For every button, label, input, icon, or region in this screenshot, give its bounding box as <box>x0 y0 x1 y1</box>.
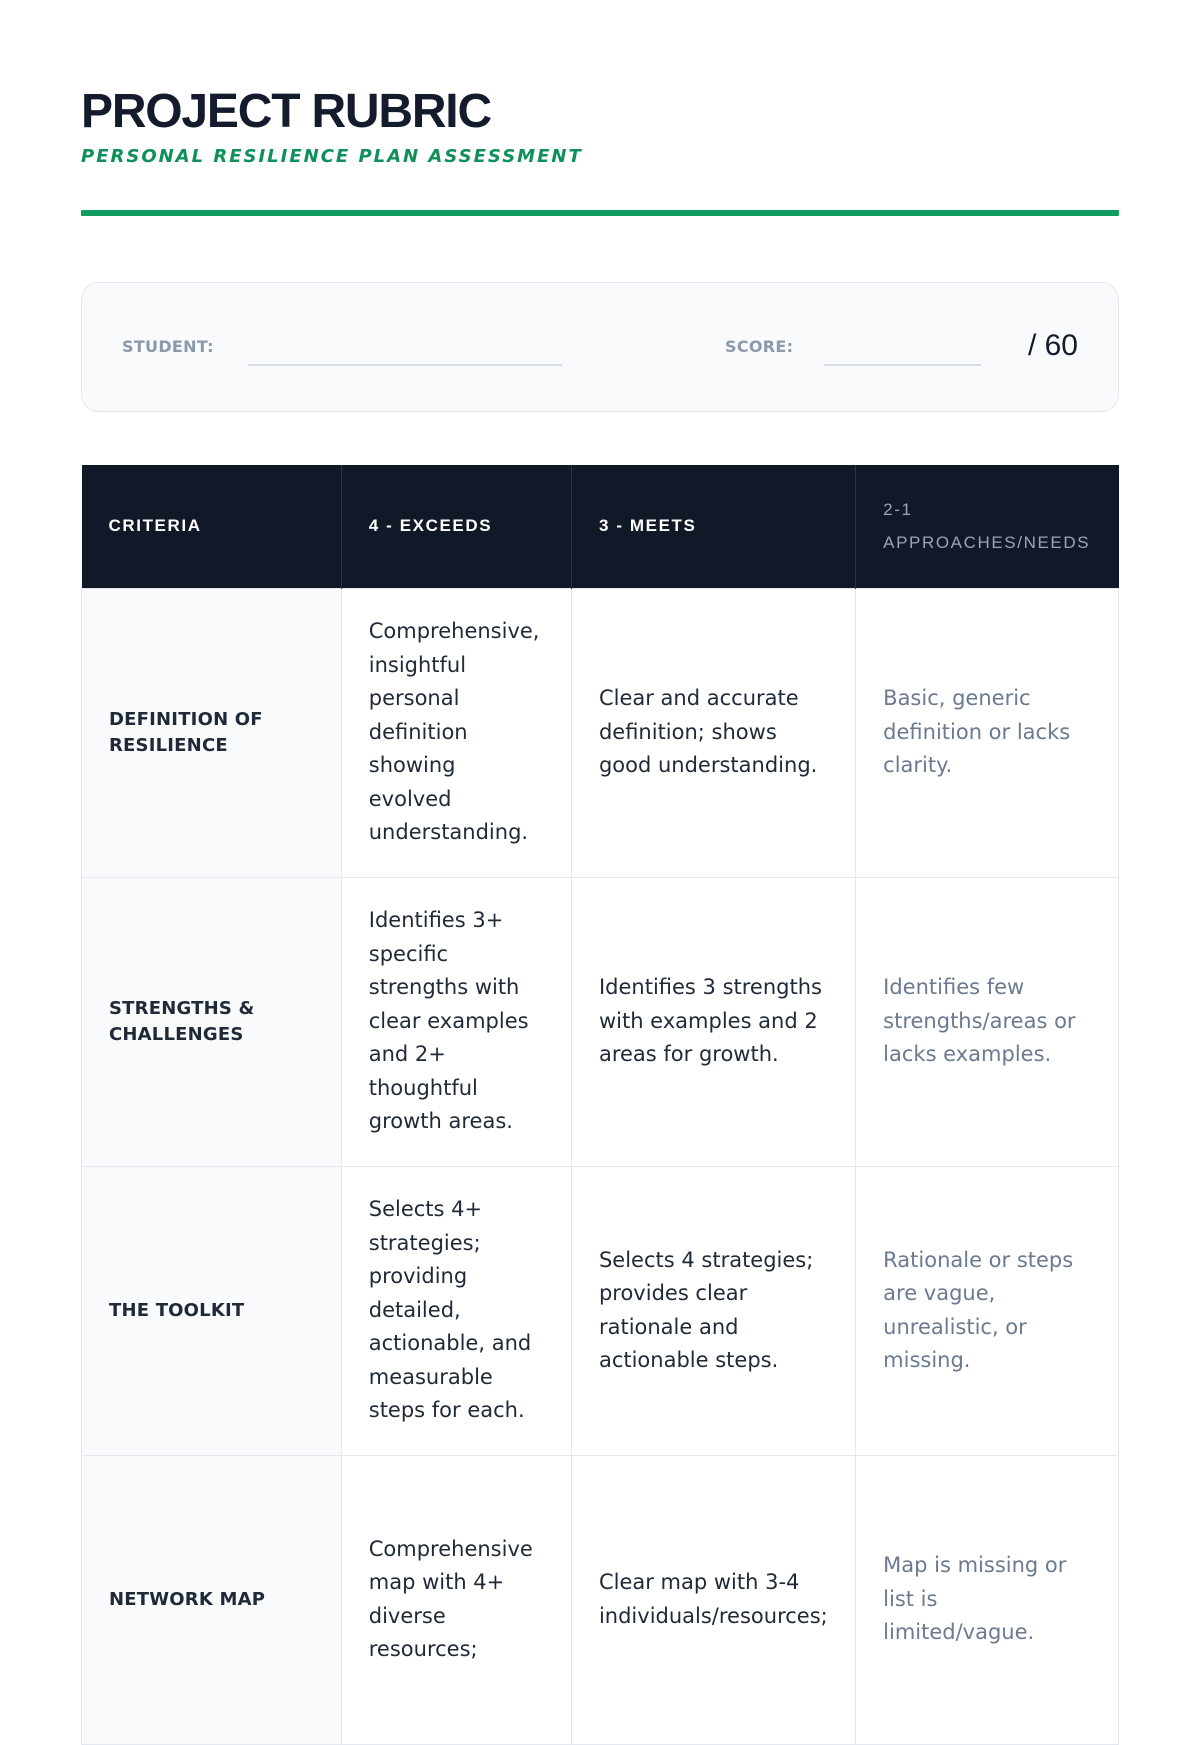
table-row <box>82 588 1119 877</box>
approaches-cell: Rationale or steps are vague, unrealistic, or missing. <box>856 1166 1119 1455</box>
score-field[interactable] <box>824 364 981 366</box>
header-divider <box>81 210 1119 216</box>
table-row <box>82 1166 1119 1455</box>
meets-cell: Clear and accurate definition; shows good understanding. <box>571 588 855 877</box>
meets-cell: Clear map with 3-4 individuals/resources; <box>571 1455 855 1744</box>
approaches-cell: Identifies few strengths/areas or lacks examples. <box>856 877 1119 1166</box>
exceeds-cell: Selects 4+ strategies; providing detailed, actionable, and measurable steps for each. <box>341 1166 571 1455</box>
student-name-field[interactable] <box>248 364 562 366</box>
approaches-cell: Basic, generic definition or lacks clarity. <box>856 588 1119 877</box>
table-row <box>82 1455 1119 1744</box>
column-header-meets: 3 - MEETS <box>571 465 855 588</box>
column-header-approaches: 2-1 APPROACHES/NEEDS <box>856 465 1119 588</box>
page-title: PROJECT RUBRIC <box>81 85 491 138</box>
criteria-cell: DEFINITION OF RESILIENCE <box>82 588 342 877</box>
table-header-row <box>82 465 1119 588</box>
criteria-cell: NETWORK MAP <box>82 1455 342 1744</box>
page-subtitle: PERSONAL RESILIENCE PLAN ASSESSMENT <box>81 146 583 167</box>
criteria-cell: THE TOOLKIT <box>82 1166 342 1455</box>
page-header <box>81 0 1119 216</box>
student-info-box <box>81 282 1119 412</box>
exceeds-cell: Identifies 3+ specific strengths with clear examples and 2+ thoughtful growth areas. <box>341 877 571 1166</box>
column-header-criteria: CRITERIA <box>82 465 342 588</box>
criteria-cell: STRENGTHS & CHALLENGES <box>82 877 342 1166</box>
meets-cell: Selects 4 strategies; provides clear rationale and actionable steps. <box>571 1166 855 1455</box>
score-label: SCORE: <box>725 337 794 356</box>
meets-cell: Identifies 3 strengths with examples and 2 areas for growth. <box>571 877 855 1166</box>
rubric-table <box>81 465 1119 1745</box>
column-header-exceeds: 4 - EXCEEDS <box>341 465 571 588</box>
exceeds-cell: Comprehensive map with 4+ diverse resources; <box>341 1455 571 1744</box>
table-row <box>82 877 1119 1166</box>
student-label: STUDENT: <box>122 337 214 356</box>
exceeds-cell: Comprehensive, insightful personal definition showing evolved understanding. <box>341 588 571 877</box>
score-total: / 60 <box>1027 329 1078 362</box>
approaches-cell: Map is missing or list is limited/vague. <box>856 1455 1119 1744</box>
